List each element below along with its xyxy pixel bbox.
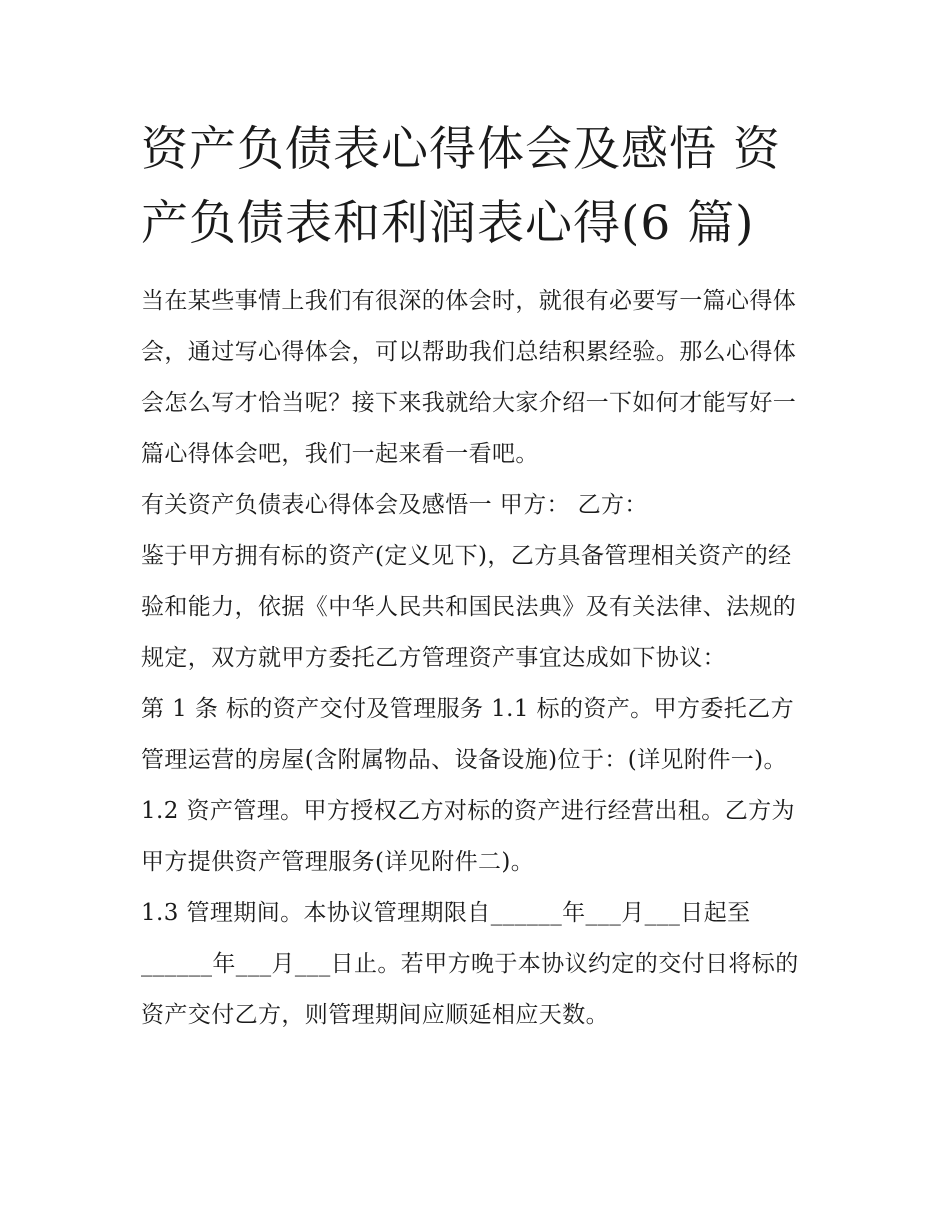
article-1-paragraph: 第 1 条 标的资产交付及管理服务 1.1 标的资产。甲方委托乙方管理运营的房屋(含附属物品、设备设施)位于：(详见附件一)。	[141, 696, 794, 773]
section-heading-paragraph: 有关资产负债表心得体会及感悟一 甲方： 乙方：	[141, 492, 648, 518]
clause-1-3-paragraph: 1.3 管理期间。本协议管理期限自______年___月___日起至______年___月___日止。若甲方晚于本协议约定的交付日将标的资产交付乙方，则管理期间应顺延相应天数。	[141, 900, 799, 1028]
preamble-paragraph: 鉴于甲方拥有标的资产(定义见下)，乙方具备管理相关资产的经验和能力，依据《中华人民共和国民法典》及有关法律、法规的规定，双方就甲方委托乙方管理资产事宜达成如下协议：	[141, 543, 797, 671]
intro-paragraph: 当在某些事情上我们有很深的体会时，就很有必要写一篇心得体会，通过写心得体会，可以帮助我们总结积累经验。那么心得体会怎么写才恰当呢？接下来我就给大家介绍一下如何才能写好一篇心得体会吧，我们一起来看一看吧。	[141, 288, 797, 467]
document-body	[141, 113, 813, 1041]
clause-1-2-paragraph: 1.2 资产管理。甲方授权乙方对标的资产进行经营出租。乙方为甲方提供资产管理服务(详见附件二)。	[141, 798, 795, 875]
document-title: 资产负债表心得体会及感悟 资产负债表和利润表心得(6 篇)	[141, 122, 781, 251]
